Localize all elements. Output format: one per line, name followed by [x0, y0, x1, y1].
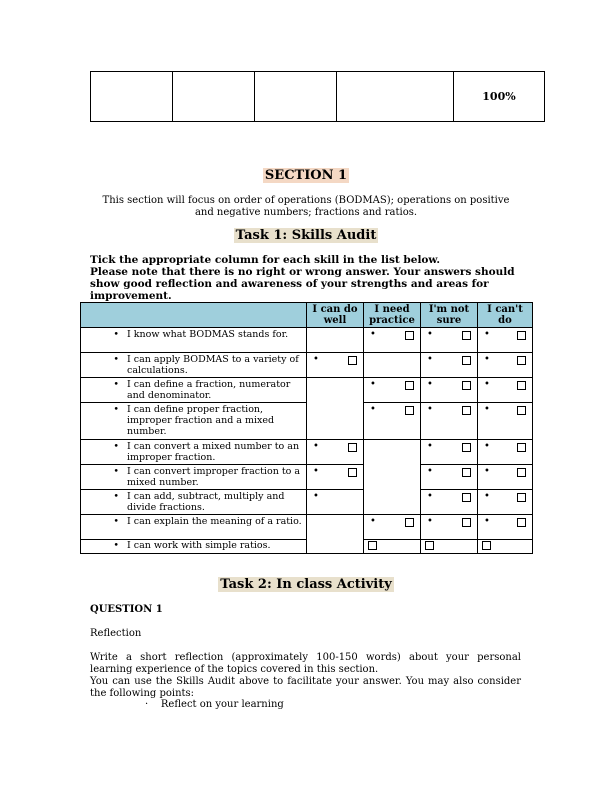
skill-label: I can define a fraction, numerator and denominator.: [127, 379, 291, 401]
bullet-icon: •: [113, 404, 119, 415]
table-row: [81, 378, 533, 403]
checkbox[interactable]: [425, 541, 434, 550]
section-title: SECTION 1: [264, 168, 348, 183]
bullet-icon: •: [370, 516, 376, 527]
bullet-icon: •: [370, 329, 376, 340]
header-not-sure: I'm not sure: [421, 303, 478, 328]
checkbox[interactable]: [462, 331, 471, 340]
bullet-icon: •: [484, 466, 490, 477]
bullet-icon: •: [427, 516, 433, 527]
bullet-icon: •: [113, 491, 119, 502]
bullet-icon: •: [113, 540, 119, 551]
bullet-icon: ·: [145, 699, 149, 710]
table-row: [81, 465, 533, 490]
bullet-icon: •: [484, 379, 490, 390]
task2-title: Task 2: In class Activity: [220, 577, 392, 592]
reflection-point: [145, 699, 284, 710]
bullet-icon: •: [484, 441, 490, 452]
bullet-icon: •: [427, 379, 433, 390]
checkbox[interactable]: [405, 331, 414, 340]
top-table-cell: [173, 72, 255, 122]
bullet-icon: •: [484, 404, 490, 415]
top-table: [90, 71, 545, 122]
empty-cell: [307, 328, 364, 353]
checkbox[interactable]: [462, 468, 471, 477]
checkbox[interactable]: [348, 468, 357, 477]
checkbox[interactable]: [348, 356, 357, 365]
table-row: [81, 403, 533, 440]
table-row: [81, 328, 533, 353]
bullet-icon: •: [313, 354, 319, 365]
instructions-line-1: Tick the appropriate column for each skill in the list below.: [90, 254, 441, 266]
skill-label: I can work with simple ratios.: [127, 540, 271, 551]
bullet-icon: •: [427, 491, 433, 502]
bullet-icon: •: [427, 466, 433, 477]
top-table-percent-cell: 100%: [454, 72, 545, 122]
empty-cell: [307, 515, 364, 540]
empty-cell: [364, 465, 421, 490]
bullet-icon: •: [484, 354, 490, 365]
bullet-icon: •: [113, 329, 119, 340]
checkbox[interactable]: [405, 518, 414, 527]
instructions-line-2: Please note that there is no right or wrong answer. Your answers should show good reflection and awareness of your strengths and areas for improvement.: [90, 266, 515, 302]
checkbox[interactable]: [517, 381, 526, 390]
checkbox[interactable]: [368, 541, 377, 550]
empty-cell: [364, 353, 421, 378]
header-skill: [81, 303, 307, 328]
checkbox[interactable]: [517, 518, 526, 527]
table-row: [81, 515, 533, 540]
empty-cell: [307, 378, 364, 403]
bullet-icon: •: [113, 516, 119, 527]
checkbox[interactable]: [462, 518, 471, 527]
bullet-icon: •: [484, 491, 490, 502]
checkbox[interactable]: [462, 356, 471, 365]
reflection-point-text: Reflect on your learning: [160, 699, 284, 710]
skill-label: I can apply BODMAS to a variety of calculations.: [127, 354, 299, 376]
top-table-cell: [255, 72, 337, 122]
bullet-icon: •: [484, 516, 490, 527]
checkbox[interactable]: [517, 493, 526, 502]
bullet-icon: •: [313, 491, 319, 502]
header-need-practice: I need practice: [364, 303, 421, 328]
bullet-icon: •: [113, 466, 119, 477]
bullet-icon: •: [427, 354, 433, 365]
checkbox[interactable]: [517, 468, 526, 477]
skill-label: I know what BODMAS stands for.: [127, 329, 289, 340]
checkbox[interactable]: [348, 443, 357, 452]
reflection-paragraph-1: Write a short reflection (approximately 100-150 words) about your personal learning experience of the topics covered in this section.: [90, 652, 521, 675]
question-label: QUESTION 1: [90, 604, 163, 615]
skills-audit-table: [80, 302, 533, 554]
table-row: [81, 440, 533, 465]
checkbox[interactable]: [462, 443, 471, 452]
empty-cell: [364, 490, 421, 515]
reflection-paragraph-2: You can use the Skills Audit above to facilitate your answer. You may also consider the following points:: [90, 676, 521, 699]
table-row: [81, 353, 533, 378]
task1-instructions: [90, 254, 530, 302]
bullet-icon: •: [427, 404, 433, 415]
skill-label: I can convert a mixed number to an improper fraction.: [127, 441, 300, 463]
checkbox[interactable]: [482, 541, 491, 550]
top-table-cell: [91, 72, 173, 122]
top-table-cell: [337, 72, 454, 122]
bullet-icon: •: [313, 441, 319, 452]
checkbox[interactable]: [517, 443, 526, 452]
task1-title: Task 1: Skills Audit: [235, 228, 377, 243]
skill-label: I can define proper fraction, improper fraction and a mixed number.: [127, 404, 275, 437]
section-intro: This section will focus on order of operations (BODMAS); operations on positive and negative numbers; fractions and ratios.: [102, 195, 510, 218]
empty-cell: [364, 440, 421, 465]
skill-label: I can explain the meaning of a ratio.: [127, 516, 302, 527]
header-cant-do: I can't do: [478, 303, 533, 328]
table-row: [81, 490, 533, 515]
table-row: [81, 540, 533, 554]
empty-cell: [307, 403, 364, 440]
checkbox[interactable]: [517, 406, 526, 415]
skill-label: I can convert improper fraction to a mixed number.: [127, 466, 301, 488]
bullet-icon: •: [113, 441, 119, 452]
checkbox[interactable]: [517, 331, 526, 340]
bullet-icon: •: [370, 379, 376, 390]
header-can-do-well: I can do well: [307, 303, 364, 328]
checkbox[interactable]: [462, 381, 471, 390]
checkbox[interactable]: [462, 406, 471, 415]
checkbox[interactable]: [405, 406, 414, 415]
checkbox[interactable]: [462, 493, 471, 502]
bullet-icon: •: [313, 466, 319, 477]
bullet-icon: •: [370, 404, 376, 415]
bullet-icon: •: [427, 441, 433, 452]
reflection-label: Reflection: [90, 628, 142, 639]
bullet-icon: •: [113, 354, 119, 365]
skill-label: I can add, subtract, multiply and divide fractions.: [127, 491, 285, 513]
checkbox[interactable]: [517, 356, 526, 365]
empty-cell: [307, 540, 364, 554]
bullet-icon: •: [427, 329, 433, 340]
bullet-icon: •: [113, 379, 119, 390]
bullet-icon: •: [484, 329, 490, 340]
checkbox[interactable]: [405, 381, 414, 390]
